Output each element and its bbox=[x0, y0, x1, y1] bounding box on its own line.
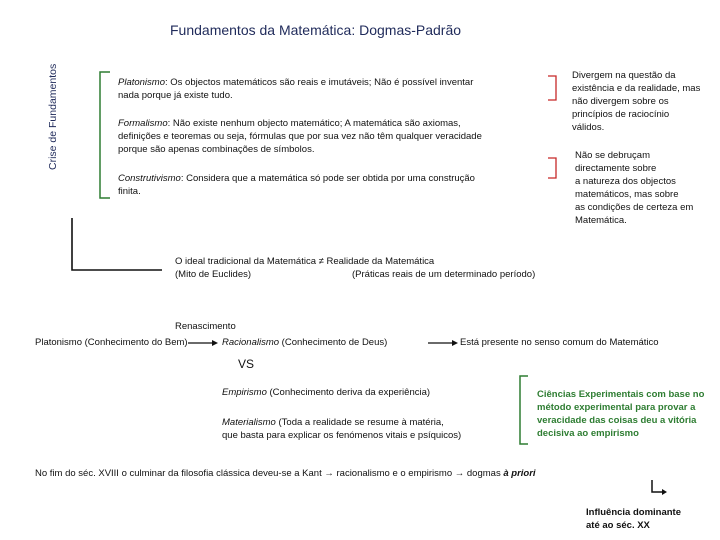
ciencias-l1: Ciências Experimentais com base no bbox=[537, 389, 705, 400]
ideal-mito: (Mito de Euclides) bbox=[175, 269, 252, 280]
ideal-line1: O ideal tradicional da Matemática ≠ Realidade da Matemática bbox=[175, 256, 435, 267]
ciencias-l4: decisiva ao empirismo bbox=[537, 428, 639, 439]
construtivismo-line1: Construtivismo: Considera que a matemática só pode ser obtida por uma construção bbox=[118, 173, 475, 184]
platonismo-term: Platonismo bbox=[118, 77, 165, 88]
right-note2-l2: directamente sobre bbox=[575, 163, 657, 174]
ciencias-l3: veracidade das coisas deu a vitória bbox=[537, 415, 697, 426]
right-note1-l4: princípios de raciocínio bbox=[572, 109, 670, 120]
empirismo-term: Empirismo bbox=[222, 387, 267, 398]
materialismo-line2: que basta para explicar os fenómenos vitais e psíquicos) bbox=[222, 430, 462, 441]
right-note2-l5: as condições de certeza em bbox=[575, 202, 694, 213]
right-note2-l6: Matemática. bbox=[575, 215, 627, 226]
formalismo-line3: porque são apenas combinações de símbolos. bbox=[118, 144, 315, 155]
senso-comum: Está presente no senso comum do Matemático bbox=[460, 337, 659, 348]
page-title: Fundamentos da Matemática: Dogmas-Padrão bbox=[170, 22, 462, 38]
racionalismo: Racionalismo (Conhecimento de Deus) bbox=[222, 337, 388, 348]
ideal-praticas: (Práticas reais de um determinado período) bbox=[352, 269, 536, 280]
renascimento-label: Renascimento bbox=[175, 321, 236, 332]
l-connector bbox=[72, 218, 162, 270]
right-note1-l5: válidos. bbox=[572, 122, 605, 133]
influencia-l1: Influência dominante bbox=[586, 507, 682, 518]
side-label: Crise de Fundamentos bbox=[47, 63, 59, 170]
right-note2-l3: a natureza dos objectos bbox=[575, 176, 676, 187]
right-note1-l3: não divergem sobre os bbox=[572, 96, 669, 107]
formalismo-term: Formalismo bbox=[118, 118, 168, 129]
racionalismo-term: Racionalismo bbox=[222, 337, 280, 348]
materialismo-line1: Materialismo (Toda a realidade se resume à matéria, bbox=[222, 417, 444, 428]
platonismo-line2: nada porque já existe tudo. bbox=[118, 90, 233, 101]
right-note1-l2: existência e da realidade, mas bbox=[572, 83, 701, 94]
empirismo-bracket bbox=[520, 376, 528, 444]
kant-line: No fim do séc. XVIII o culminar da filosofia clássica deveu-se a Kant → racionalismo e o empirismo → dogmas à priori bbox=[35, 468, 536, 479]
construtivismo-term: Construtivismo bbox=[118, 173, 181, 184]
right-note2-l4: matemáticos, mas sobre bbox=[575, 189, 679, 200]
construtivismo-line2: finita. bbox=[118, 186, 141, 197]
a-priori: à priori bbox=[503, 468, 536, 479]
vs-label: VS bbox=[238, 357, 255, 371]
ciencias-l2: método experimental para provar a bbox=[537, 402, 696, 413]
formalismo-line2: definições e teoremas ou seja, fórmulas que por sua vez não têm qualquer veracidade bbox=[118, 131, 482, 142]
empirismo: Empirismo (Conhecimento deriva da experiência) bbox=[222, 387, 431, 398]
right-bracket-1 bbox=[548, 76, 556, 100]
right-note1-l1: Divergem na questão da bbox=[572, 70, 676, 81]
influencia-l2: até ao séc. XX bbox=[586, 520, 650, 531]
formalismo-line1: Formalismo: Não existe nenhum objecto matemático; A matemática são axiomas, bbox=[118, 118, 461, 129]
platonismo-bem: Platonismo (Conhecimento do Bem) bbox=[35, 337, 188, 348]
platonismo-line1: Platonismo: Os objectos matemáticos são reais e imutáveis; Não é possível inventar bbox=[118, 77, 474, 88]
left-bracket bbox=[100, 72, 110, 198]
materialismo-term: Materialismo bbox=[222, 417, 276, 428]
right-note2-l1: Não se debruçam bbox=[575, 150, 650, 161]
right-bracket-2 bbox=[548, 158, 556, 178]
